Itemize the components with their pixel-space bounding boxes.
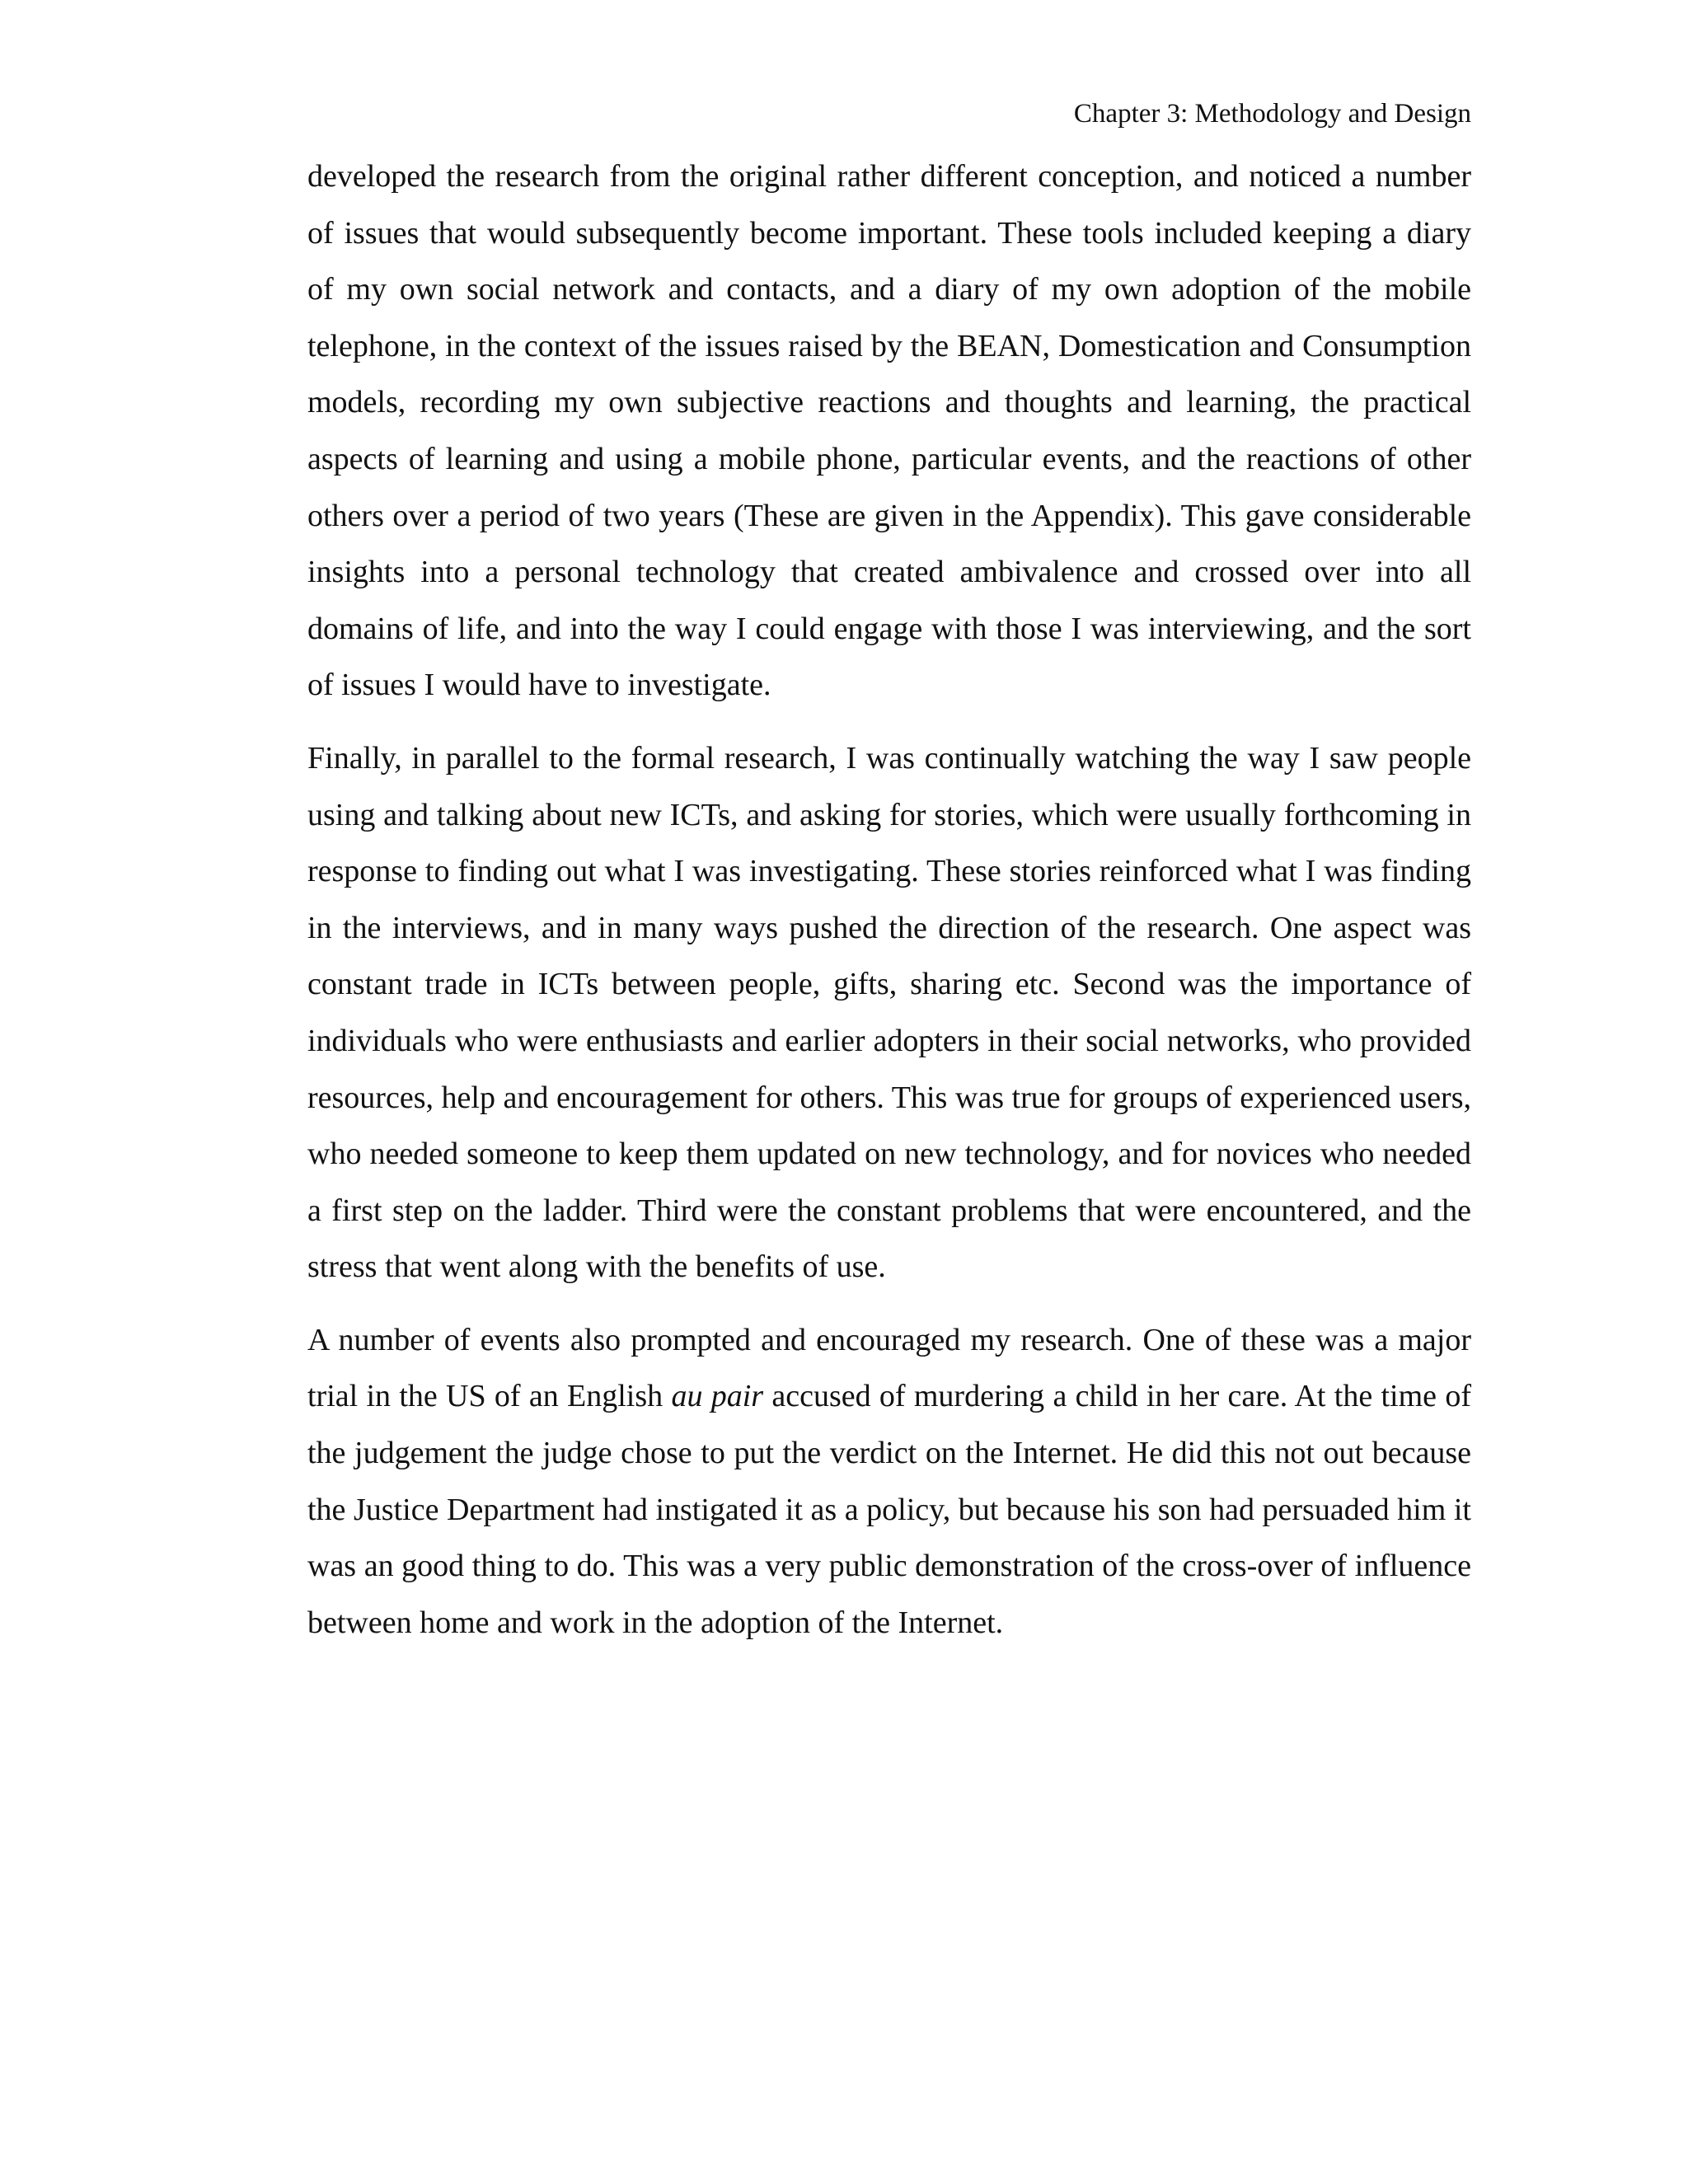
- body-text: [307, 148, 1471, 1667]
- paragraph-events: [307, 1312, 1471, 1652]
- italic-term-au-pair: au pair: [671, 1379, 764, 1414]
- paragraph-research-tools: developed the research from the original rather different conception, and noticed a number of issues that would subsequently become important. These tools included keeping a diary of my own social network and contacts, and a diary of my own adoption of the mobile telephone, in the context of the issues raised by the BEAN, Domestication and Consumption models, recording my own subjective reactions and thoughts and learning, the practical aspects of learning and using a mobile phone, particular events, and the reactions of other others over a period of two years (These are given in the Appendix). This gave considerable insights into a personal technology that created ambivalence and crossed over into all domains of life, and into the way I could engage with those I was interviewing, and the sort of issues I would have to investigate.: [307, 159, 1471, 703]
- paragraph-events-text-start: A number of events also prompted and encouraged my research. One of these was a major trial in the US of an English: [307, 1322, 1471, 1414]
- paragraph-events-text-end: accused of murdering a child in her care. At the time of the judgement the judge chose to put the verdict on the Internet. He did this not out because the Justice Department had instigated it as a policy, but because his son had persuaded him it was an good thing to do. This was a very public demonstration of the cross-over of influence between home and work in the adoption of the Internet.: [307, 1379, 1471, 1640]
- running-header: Chapter 3: Methodology and Design: [1073, 99, 1471, 129]
- paragraph-informal-observation: Finally, in parallel to the formal research, I was continually watching the way I saw people using and talking about new ICTs, and asking for stories, which were usually forthcoming in response to finding out what I was investigating. These stories reinforced what I was finding in the interviews, and in many ways pushed the direction of the research. One aspect was constant trade in ICTs between people, gifts, sharing etc. Second was the importance of individuals who were enthusiasts and earlier adopters in their social networks, who provided resources, help and encouragement for others. This was true for groups of experienced users, who needed someone to keep them updated on new technology, and for novices who needed a first step on the ladder. Third were the constant problems that were encountered, and the stress that went along with the benefits of use.: [307, 740, 1471, 1285]
